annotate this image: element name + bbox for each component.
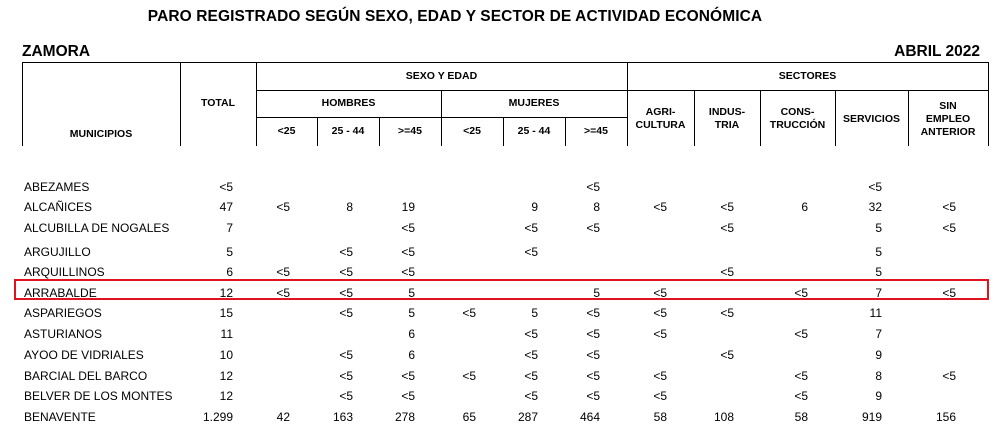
cell-m_ge45: <5 <box>586 221 600 235</box>
municipio-name: BENAVENTE <box>24 410 96 424</box>
cell-total: 6 <box>226 265 233 279</box>
cell-sin: <5 <box>942 221 956 235</box>
table-row <box>24 386 986 406</box>
cell-total: 47 <box>219 200 233 214</box>
table-row <box>24 324 986 344</box>
report-title: PARO REGISTRADO SEGÚN SEXO, EDAD Y SECTOR DE ACTIVIDAD ECONÓMICA <box>147 8 763 25</box>
cell-serv: 5 <box>875 245 882 259</box>
municipio-name: ALCAÑICES <box>24 200 93 214</box>
cell-indus: <5 <box>720 306 734 320</box>
cell-h_25_44: <5 <box>339 369 353 383</box>
cell-h_ge45: 6 <box>408 327 415 341</box>
cell-h_ge45: <5 <box>401 369 415 383</box>
col-header-m-ge45: >=45 <box>584 125 608 137</box>
col-header-agricultura: AGRI- CULTURA <box>635 106 686 131</box>
cell-indus: <5 <box>720 200 734 214</box>
cell-h_25_44: 163 <box>332 410 353 424</box>
cell-h_ge45: <5 <box>401 221 415 235</box>
municipio-name: ARRABALDE <box>24 286 97 300</box>
cell-total: 12 <box>219 389 233 403</box>
cell-m_lt25: <5 <box>462 306 476 320</box>
cell-indus: <5 <box>720 348 734 362</box>
cell-m_ge45: <5 <box>586 306 600 320</box>
table-row <box>24 197 986 217</box>
municipio-name: BARCIAL DEL BARCO <box>24 369 148 383</box>
cell-m_ge45: <5 <box>586 389 600 403</box>
municipio-name: ALCUBILLA DE NOGALES <box>24 221 170 235</box>
cell-const: <5 <box>794 327 808 341</box>
col-header-municipios: MUNICIPIOS <box>69 127 133 140</box>
cell-h_ge45: <5 <box>401 245 415 259</box>
cell-sin: <5 <box>942 200 956 214</box>
municipio-name: ABEZAMES <box>24 180 90 194</box>
cell-agri: <5 <box>653 286 667 300</box>
cell-m_25_44: <5 <box>524 245 538 259</box>
cell-serv: 5 <box>875 221 882 235</box>
cell-h_lt25: <5 <box>276 265 290 279</box>
cell-const: 58 <box>794 410 808 424</box>
cell-const: <5 <box>794 286 808 300</box>
cell-agri: <5 <box>653 306 667 320</box>
cell-serv: 5 <box>875 265 882 279</box>
municipio-name: ARGUJILLO <box>24 245 91 259</box>
cell-serv: 9 <box>875 389 882 403</box>
cell-m_25_44: <5 <box>524 327 538 341</box>
cell-h_ge45: 6 <box>408 348 415 362</box>
table-row <box>24 242 986 262</box>
cell-indus: <5 <box>720 265 734 279</box>
col-header-sexo-edad: SEXO Y EDAD <box>405 69 478 82</box>
cell-m_ge45: <5 <box>586 369 600 383</box>
cell-const: <5 <box>794 369 808 383</box>
cell-h_lt25: <5 <box>276 200 290 214</box>
col-header-sectores: SECTORES <box>778 69 837 82</box>
cell-serv: 32 <box>868 200 882 214</box>
cell-serv: <5 <box>868 180 882 194</box>
cell-total: 10 <box>219 348 233 362</box>
cell-sin: 156 <box>935 410 956 424</box>
cell-h_25_44: <5 <box>339 389 353 403</box>
municipio-name: ARQUILLINOS <box>24 265 105 279</box>
cell-m_25_44: 5 <box>531 306 538 320</box>
municipio-name: AYOO DE VIDRIALES <box>24 348 144 362</box>
cell-agri: <5 <box>653 200 667 214</box>
table-row <box>24 366 986 386</box>
table-row <box>24 218 986 238</box>
col-header-h-lt25: <25 <box>277 125 296 137</box>
report-period: ABRIL 2022 <box>894 43 980 60</box>
cell-m_ge45: <5 <box>586 327 600 341</box>
col-header-industria: INDUS- TRIA <box>708 106 746 131</box>
cell-agri: <5 <box>653 389 667 403</box>
cell-serv: 7 <box>875 327 882 341</box>
cell-serv: 11 <box>869 306 882 320</box>
cell-m_ge45: <5 <box>586 348 600 362</box>
cell-h_25_44: <5 <box>339 306 353 320</box>
cell-m_25_44: <5 <box>524 348 538 362</box>
highlight-box <box>14 279 989 300</box>
cell-h_ge45: <5 <box>401 265 415 279</box>
cell-h_ge45: <5 <box>401 389 415 403</box>
cell-sin: <5 <box>942 286 956 300</box>
cell-total: 7 <box>226 221 233 235</box>
cell-serv: 919 <box>861 410 882 424</box>
table-row <box>24 177 986 197</box>
cell-m_25_44: <5 <box>524 389 538 403</box>
cell-total: 15 <box>219 306 233 320</box>
cell-serv: 9 <box>875 348 882 362</box>
col-header-m-lt25: <25 <box>463 125 481 137</box>
cell-agri: <5 <box>653 327 667 341</box>
cell-indus: 108 <box>713 410 734 424</box>
col-header-m-25-44: 25 - 44 <box>517 125 551 137</box>
cell-total: 11 <box>220 327 233 341</box>
cell-h_25_44: 8 <box>346 200 353 214</box>
cell-const: <5 <box>794 389 808 403</box>
col-header-h-25-44: 25 - 44 <box>331 125 365 137</box>
cell-serv: 8 <box>875 369 882 383</box>
col-header-construccion: CONS- TRUCCIÓN <box>769 106 826 131</box>
municipio-name: ASPARIEGOS <box>24 306 102 320</box>
cell-total: 5 <box>226 245 233 259</box>
cell-const: 6 <box>801 200 808 214</box>
cell-serv: 7 <box>875 286 882 300</box>
municipio-name: BELVER DE LOS MONTES <box>24 389 173 403</box>
col-header-sin-empleo: SIN EMPLEO ANTERIOR <box>920 99 976 138</box>
cell-h_lt25: 42 <box>276 410 290 424</box>
cell-m_25_44: 287 <box>517 410 538 424</box>
cell-m_ge45: 5 <box>593 286 600 300</box>
cell-m_lt25: 65 <box>462 410 476 424</box>
cell-agri: 58 <box>653 410 667 424</box>
col-header-hombres: HOMBRES <box>321 97 376 109</box>
cell-h_25_44: <5 <box>339 348 353 362</box>
cell-m_25_44: <5 <box>524 369 538 383</box>
cell-total: 1.299 <box>202 410 233 424</box>
cell-h_25_44: <5 <box>339 286 353 300</box>
cell-m_ge45: 8 <box>593 200 600 214</box>
cell-m_25_44: <5 <box>524 221 538 235</box>
cell-h_25_44: <5 <box>339 245 353 259</box>
cell-total: 12 <box>219 286 233 300</box>
col-header-mujeres: MUJERES <box>508 97 560 109</box>
cell-m_lt25: <5 <box>462 369 476 383</box>
table-row <box>24 407 986 427</box>
cell-indus: <5 <box>720 221 734 235</box>
cell-total: <5 <box>219 180 233 194</box>
cell-h_ge45: 5 <box>408 286 415 300</box>
cell-h_25_44: <5 <box>339 265 353 279</box>
col-header-servicios: SERVICIOS <box>843 112 900 125</box>
region-name: ZAMORA <box>22 43 91 60</box>
cell-h_ge45: 5 <box>408 306 415 320</box>
table-row <box>24 303 986 323</box>
cell-m_ge45: <5 <box>586 180 600 194</box>
col-header-h-ge45: >=45 <box>398 125 422 137</box>
cell-total: 12 <box>219 369 233 383</box>
cell-h_lt25: <5 <box>276 286 290 300</box>
cell-m_25_44: 9 <box>531 200 538 214</box>
cell-h_ge45: 19 <box>401 200 415 214</box>
municipio-name: ASTURIANOS <box>24 327 103 341</box>
cell-h_ge45: 278 <box>394 410 415 424</box>
cell-m_ge45: 464 <box>579 410 600 424</box>
cell-sin: <5 <box>942 369 956 383</box>
col-header-total: TOTAL <box>200 97 236 109</box>
cell-agri: <5 <box>653 369 667 383</box>
table-row <box>24 345 986 365</box>
